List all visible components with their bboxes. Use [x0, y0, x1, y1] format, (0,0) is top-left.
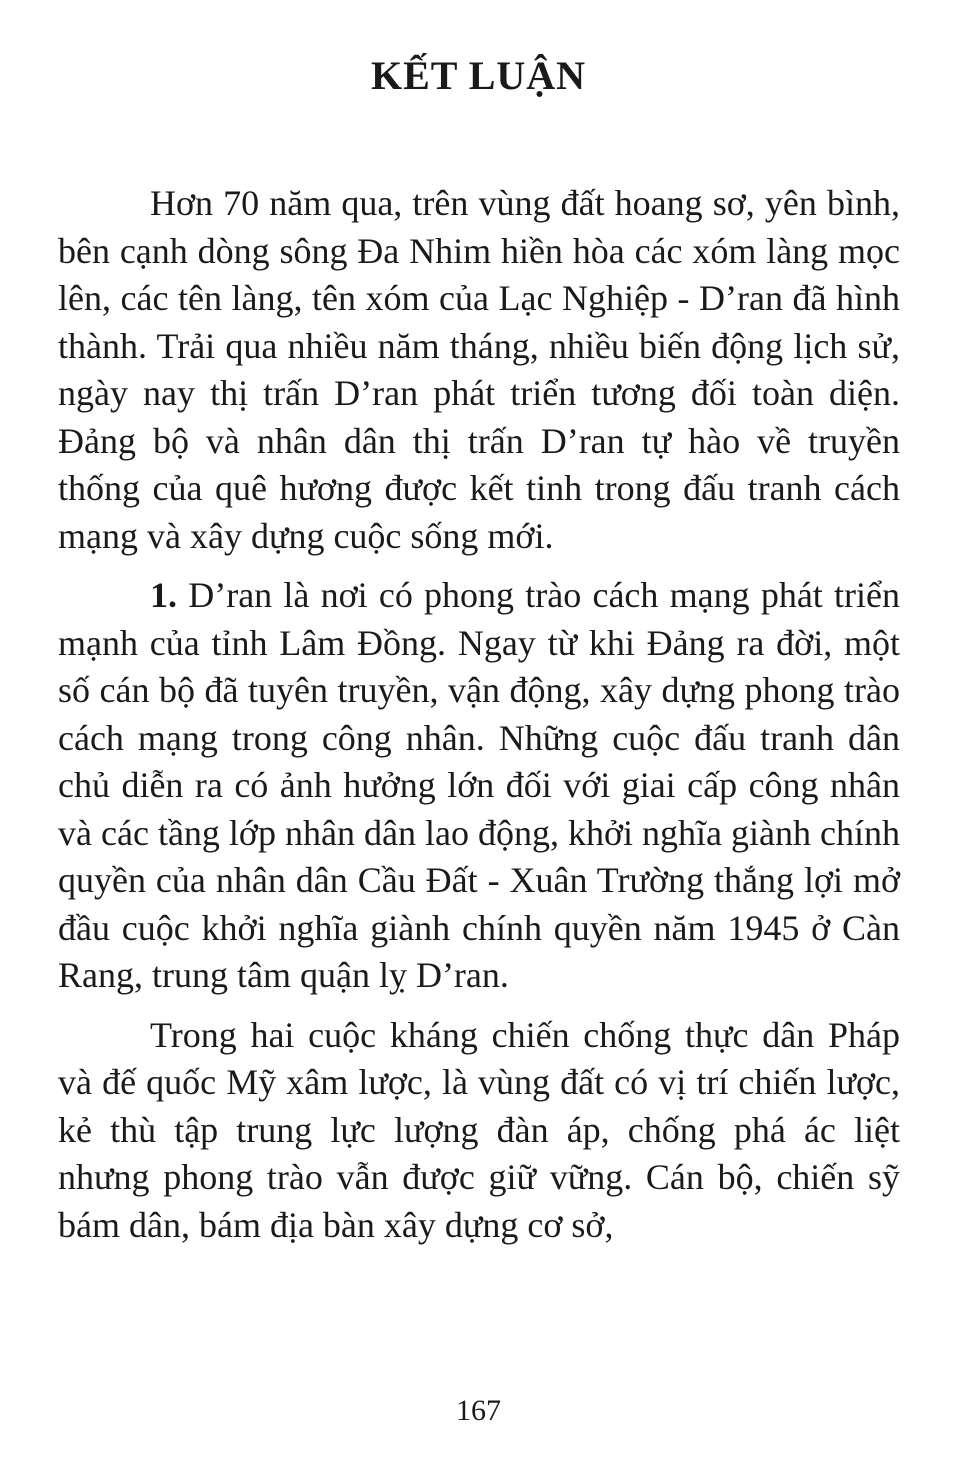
- paragraph-text: Trong hai cuộc kháng chiến chống thực dân Pháp và đế quốc Mỹ xâm lược, là vùng đất có vị trí chiến lược, kẻ thù tập trung lực lượng đàn áp, chống phá ác liệt nhưng phong trào vẫn được giữ vững. Cán bộ, chiến sỹ bám dân, bám địa bàn xây dựng cơ sở,: [58, 1014, 900, 1245]
- paragraph-text: Hơn 70 năm qua, trên vùng đất hoang sơ, yên bình, bên cạnh dòng sông Đa Nhim hiền hòa các xóm làng mọc lên, các tên làng, tên xóm của Lạc Nghiệp - D’ran đã hình thành. Trải qua nhiều năm tháng, nhiều biến động lịch sử, ngày nay thị trấn D’ran phát triển tương đối toàn diện. Đảng bộ và nhân dân thị trấn D’ran tự hào về truyền thống của quê hương được kết tinh trong đấu tranh cách mạng và xây dựng cuộc sống mới.: [58, 183, 900, 556]
- paragraph-text: D’ran là nơi có phong trào cách mạng phát triển mạnh của tỉnh Lâm Đồng. Ngay từ khi Đảng ra đời, một số cán bộ đã tuyên truyền, vận động, xây dựng phong trào cách mạng trong công nhân. Những cuộc đấu tranh dân chủ diễn ra có ảnh hưởng lớn đối với giai cấp công nhân và các tầng lớp nhân dân lao động, khởi nghĩa giành chính quyền của nhân dân Cầu Đất - Xuân Trường thắng lợi mở đầu cuộc khởi nghĩa giành chính quyền năm 1945 ở Càn Rang, trung tâm quận lỵ D’ran.: [58, 575, 900, 995]
- paragraph-intro: [58, 180, 900, 560]
- paragraph-resistance: [58, 1012, 900, 1250]
- chapter-title: KẾT LUẬN: [370, 53, 587, 98]
- page-number: 167: [456, 1394, 501, 1427]
- paragraph-number: 1.: [150, 575, 177, 615]
- body-text: [58, 180, 900, 1249]
- paragraph-point-1: [58, 572, 900, 1000]
